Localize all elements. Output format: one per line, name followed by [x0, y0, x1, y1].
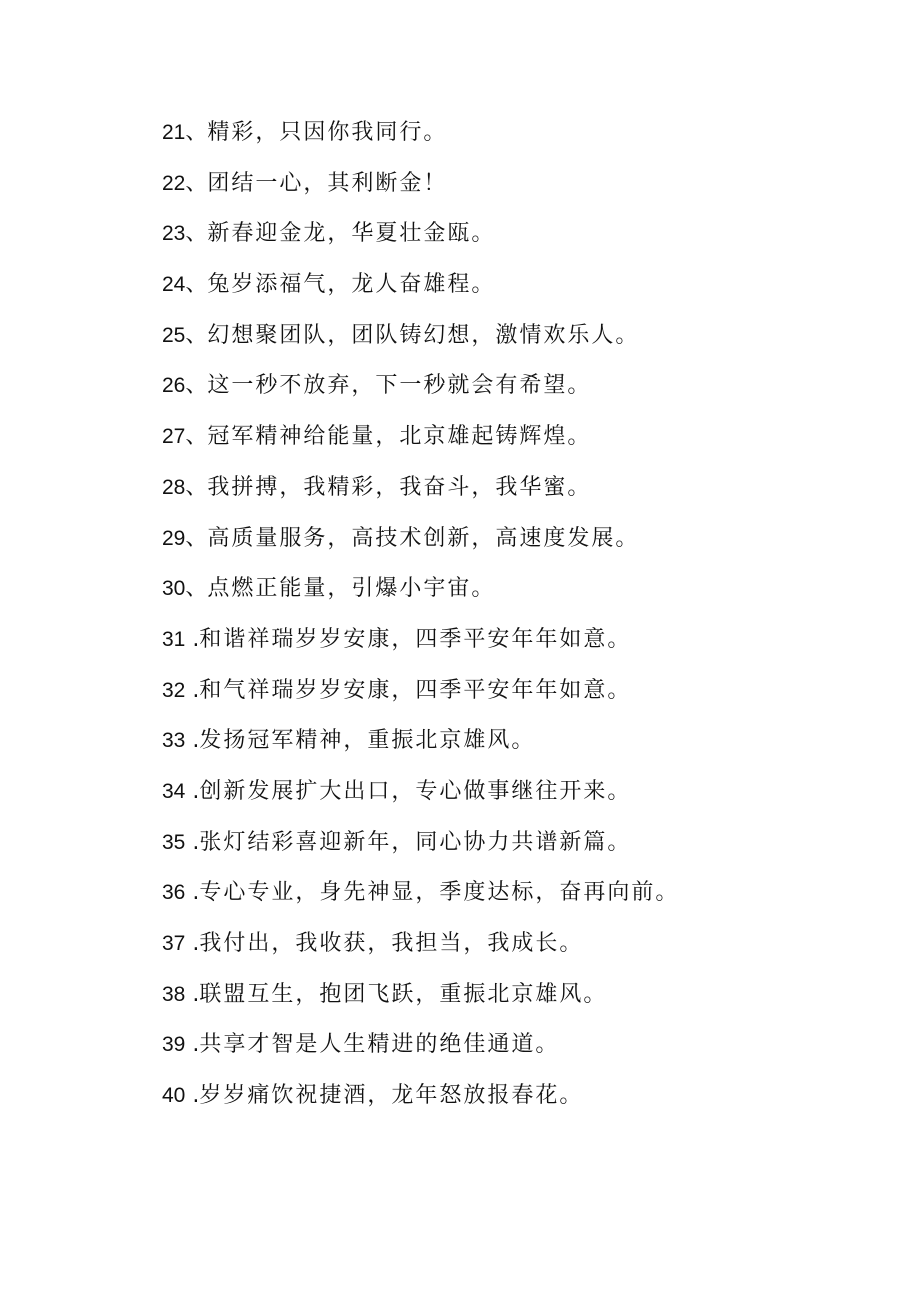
slogan-list: [162, 112, 679, 1126]
slogan-separator: 、: [185, 322, 208, 348]
slogan-number: 27: [162, 425, 186, 449]
slogan-text: 点燃正能量，引爆小宇宙。: [207, 576, 496, 602]
slogan-text: 岁岁痛饮祝捷酒，龙年怒放报春花。: [199, 1083, 584, 1109]
slogan-number: 29: [162, 526, 186, 550]
slogan-separator: .: [185, 728, 200, 754]
slogan-separator: .: [185, 677, 200, 703]
slogan-item: [162, 619, 679, 670]
slogan-separator: 、: [185, 272, 208, 298]
slogan-item: [162, 1024, 679, 1075]
slogan-separator: .: [185, 981, 200, 1007]
slogan-separator: .: [185, 626, 200, 652]
slogan-separator: 、: [185, 525, 208, 551]
slogan-text: 新春迎金龙，华夏壮金瓯。: [207, 221, 496, 247]
slogan-number: 35: [162, 830, 186, 854]
slogan-item: [162, 416, 679, 467]
slogan-item: [162, 771, 679, 822]
slogan-text: 团结一心，其利断金！: [207, 170, 448, 196]
slogan-text: 共享才智是人生精进的绝佳通道。: [199, 1032, 560, 1058]
slogan-item: [162, 568, 679, 619]
slogan-separator: .: [185, 880, 200, 906]
slogan-number: 24: [162, 273, 186, 297]
slogan-text: 联盟互生，抱团飞跃，重振北京雄风。: [199, 981, 608, 1007]
slogan-item: [162, 720, 679, 771]
slogan-separator: 、: [185, 221, 208, 247]
slogan-number: 30: [162, 577, 186, 601]
slogan-number: 38: [162, 982, 186, 1006]
slogan-text: 幻想聚团队，团队铸幻想，激情欢乐人。: [207, 322, 640, 348]
slogan-text: 这一秒不放弃，下一秒就会有希望。: [207, 373, 592, 399]
slogan-item: [162, 467, 679, 518]
slogan-text: 冠军精神给能量，北京雄起铸辉煌。: [207, 424, 592, 450]
slogan-separator: 、: [185, 373, 208, 399]
slogan-number: 36: [162, 881, 186, 905]
slogan-text: 张灯结彩喜迎新年，同心协力共谱新篇。: [199, 829, 632, 855]
slogan-text: 精彩，只因你我同行。: [207, 120, 448, 145]
slogan-text: 我付出，我收获，我担当，我成长。: [199, 931, 584, 956]
slogan-item: [162, 264, 679, 315]
slogan-item: [162, 872, 679, 923]
slogan-text: 我拼搏，我精彩，我奋斗，我华蜜。: [207, 474, 592, 500]
slogan-number: 39: [162, 1033, 186, 1057]
slogan-separator: 、: [185, 576, 208, 602]
slogan-item: [162, 974, 679, 1025]
slogan-separator: 、: [185, 170, 208, 196]
slogan-number: 37: [162, 932, 186, 955]
slogan-item: [162, 163, 679, 214]
slogan-item: [162, 315, 679, 366]
slogan-item: [162, 112, 679, 163]
slogan-item: [162, 923, 679, 974]
slogan-separator: 、: [185, 474, 208, 500]
slogan-separator: 、: [185, 424, 208, 450]
slogan-number: 25: [162, 323, 186, 347]
slogan-number: 33: [162, 729, 186, 753]
slogan-item: [162, 518, 679, 569]
slogan-text: 专心专业，身先神显，季度达标，奋再向前。: [199, 880, 680, 906]
slogan-item: [162, 365, 679, 416]
slogan-number: 40: [162, 1084, 186, 1108]
slogan-number: 22: [162, 171, 186, 195]
slogan-separator: .: [185, 829, 200, 855]
slogan-text: 兔岁添福气，龙人奋雄程。: [207, 272, 496, 298]
slogan-text: 创新发展扩大出口，专心做事继往开来。: [199, 778, 632, 804]
slogan-number: 31: [162, 627, 186, 651]
slogan-item: [162, 670, 679, 721]
slogan-separator: 、: [185, 120, 208, 145]
slogan-item: [162, 213, 679, 264]
slogan-text: 高质量服务，高技术创新，高速度发展。: [207, 525, 640, 551]
slogan-number: 34: [162, 779, 186, 803]
slogan-number: 26: [162, 374, 186, 398]
slogan-text: 发扬冠军精神，重振北京雄风。: [199, 728, 536, 754]
slogan-text: 和谐祥瑞岁岁安康，四季平安年年如意。: [199, 626, 632, 652]
slogan-text: 和气祥瑞岁岁安康，四季平安年年如意。: [199, 677, 632, 703]
slogan-number: 32: [162, 678, 186, 702]
slogan-separator: .: [185, 778, 200, 804]
slogan-separator: .: [185, 1083, 200, 1109]
slogan-number: 23: [162, 222, 186, 246]
slogan-number: 28: [162, 475, 186, 499]
slogan-separator: .: [185, 1032, 200, 1058]
slogan-item: [162, 822, 679, 873]
slogan-number: 21: [162, 121, 186, 144]
slogan-separator: .: [185, 931, 200, 956]
slogan-item: [162, 1075, 679, 1126]
